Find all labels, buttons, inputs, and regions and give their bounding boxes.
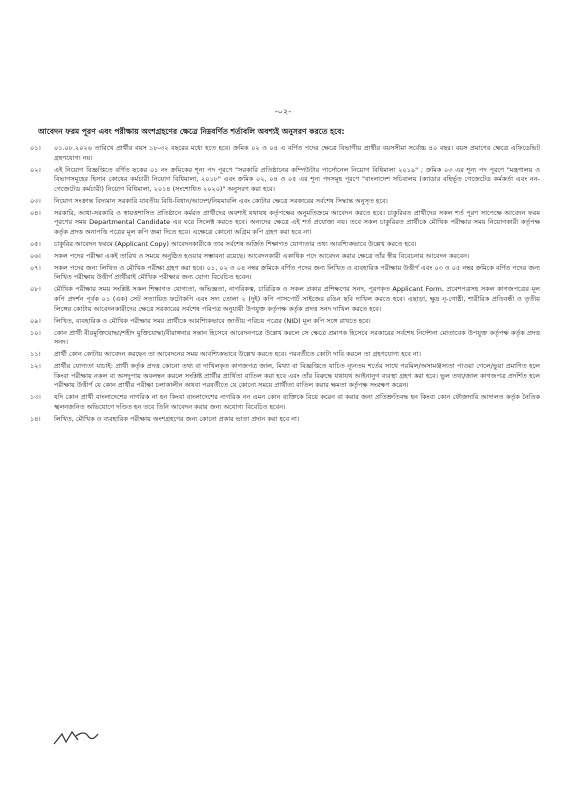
conditions-heading: আবেদন ফরম পূরণ এবং পরীক্ষায় অংশগ্রহণের ক্ষেত্রে নিম্নবর্ণিত শর্তাবলি অবশ্যই অনুসরণ করতে হবে:: [38, 127, 345, 136]
condition-text: চাকুরির আবেদন ফরমে (Applicant Copy) আবেদনকারীকে তার সর্বশেষ অর্জিত শিক্ষাগত যোগ্যতার তথ্য আবশ্যিকভাবে উল্লেখ করতে হবে।: [54, 239, 417, 248]
condition-text: নিয়োগ সংক্রান্ত বিদ্যমান সরকারি যাবতীয় বিধি-বিধান/আদেশ/নিয়মাবলি এবং কোটার ক্ষেত্রে সরকারের সর্বশেষ সিদ্ধান্ত অনুসৃত হবে।: [54, 196, 388, 205]
condition-text: সকল পদের পরীক্ষা একই তারিখ ও সময়ে অনুষ্ঠিত হওয়ার সম্ভাবনা রয়েছে। আবেদনকারী একাধিক পদে আবেদন করার ক্ষেত্রে তাঁর স্বীয় বিবেচনায় আবেদন করবেন।: [54, 251, 470, 260]
condition-text: ০১.০৮.২০২৬ তারিখে প্রার্থীর বয়স ১৮-৩২ বছরের মধ্যে হতে হবে। ক্রমিক ০২ ও ০৪ এ বর্ণিত পদের ক্ষেত্রে বিভাগীয় প্রার্থীর বয়সসীমা সর্বোচ্চ ৪০ বছর। বয়স প্রমাণের ক্ষেত্রে এফিডেভিট গ্রহণযোগ্য নয়।: [54, 144, 540, 162]
condition-item: [30, 197, 540, 207]
condition-item: [30, 362, 540, 391]
condition-item: [30, 329, 540, 348]
condition-item: [30, 285, 540, 314]
condition-item: [30, 415, 540, 425]
condition-number: ০৫।: [30, 239, 41, 248]
condition-number: ১১।: [30, 350, 41, 359]
condition-number: ০৮।: [30, 285, 41, 294]
condition-item: [30, 240, 540, 250]
condition-number: ০৬।: [30, 251, 41, 260]
condition-number: ১৩।: [30, 393, 41, 402]
condition-text: লিখিত, ব্যবহারিক ও মৌখিক পরীক্ষার সময় প্রার্থীকে আবশ্যিকভাবে জাতীয় পরিচয় পত্রের (NID) মূল কপি সঙ্গে রাখতে হবে।: [54, 316, 371, 325]
condition-item: [30, 166, 540, 195]
page-number: -০২-: [274, 107, 292, 116]
condition-item: [30, 317, 540, 327]
condition-number: ০৩।: [30, 196, 41, 205]
condition-text: প্রার্থীর যোগ্যতা যাচাই: প্রার্থী কর্তৃক প্রদত্ত কোনো তথ্য বা দাখিলকৃত কাগজপত্র জাল, মিথ্যা বা বিজ্ঞপ্তিতে যাচিত ন্যূনতম শর্তের সাথে গরমিল/অসামঞ্জস্যতা পাওয়া গেলে/ভুয়া প্রমাণিত হলে কিংবা পরীক্ষায় নকল বা অসদুপায় অবলম্বন করলে সংশ্লিষ্ট প্রার্থীর প্রার্থিতা বাতিল করা হবে এবং তাঁর বিরুদ্ধে যথাযথ আইনানুগ ব্যবস্থা গ্রহণ করা হবে। ভুল তথ্য/জাল কাগজপত্র প্রদর্শিত হলে পরীক্ষায় উত্তীর্ণ যে কোন প্রার্থীর পরীক্ষা চলাকালীন অথবা পরবর্তীতে যে কোনো সময়ে প্রার্থীতা বাতিল করার ক্ষমতা কর্তৃপক্ষ সংরক্ষণ করেন।: [54, 362, 540, 390]
condition-item: [30, 144, 540, 163]
condition-number: ০৯।: [30, 316, 41, 325]
condition-number: ১২।: [30, 362, 41, 371]
condition-text: যদি কোন প্রার্থী বাংলাদেশের নাগরিক না হন কিংবা বাংলাদেশের নাগরিক নন এমন কোন ব্যক্তিকে বিয়ে করেন বা করার জন্য প্রতিশ্রুতিবদ্ধ হন কিংবা কোন ফৌজদারি আদালত কর্তৃক নৈতিক স্খলনজনিত অভিযোগে দণ্ডিত হন তবে তিনি আবেদন করার জন্য অযোগ্য বিবেচিত হবেন।: [54, 393, 540, 411]
condition-text: লিখিত, মৌখিক ও ব্যবহারিক পরীক্ষায় অংশগ্রহণের জন্য কোনো প্রকার ভাতা প্রদান করা হবে না।: [54, 414, 300, 423]
conditions-list: [30, 144, 540, 427]
condition-item: [30, 350, 540, 360]
condition-number: ০২।: [30, 165, 41, 174]
condition-item: [30, 393, 540, 412]
condition-text: প্রার্থী কোন কোটায় আবেদন করছেন তা আবেদনের সময় আবশ্যিকভাবে উল্লেখ করতে হবে। পরবর্তীতে কোটা দাবি করলে তা গ্রহণযোগ্য হবে না।: [54, 350, 422, 359]
condition-text: মৌখিক পরীক্ষার সময় সংশ্লিষ্ট সকল শিক্ষাগত যোগ্যতা, অভিজ্ঞতা, নাগরিকত্ব, চারিত্রিক ও সকল প্রকার প্রশিক্ষণের সনদ, পূরণকৃত Applicant Form, প্রবেশপত্রসহ সকল কাগজপত্রের মূল কপি প্রদর্শন পূর্বক ০১ (এক) সেট সত্যায়িত ফটোকপি এবং সদ্য তোলা ২ (দুই) কপি পাসপোর্ট সাইজের রঙিন ছবি দাখিল করতে হবে। এছাড়া, ক্ষুদ্র নৃ-গোষ্ঠী, শারীরিক প্রতিবন্ধী ও তৃতীয় লিঙ্গের কোটায় আবেদনকারীদের ক্ষেত্রে সরকারের সর্বশেষ পরিপত্র অনুযায়ী উপযুক্ত কর্তৃপক্ষ কর্তৃক প্রদত্ত সনদ দাখিল করতে হবে।: [54, 285, 540, 313]
condition-item: [30, 209, 540, 238]
condition-item: [30, 252, 540, 262]
condition-number: ১৪।: [30, 414, 41, 423]
signature: [52, 722, 112, 750]
condition-text: সকল পদের জন্য লিখিত ও মৌখিক পরীক্ষা গ্রহণ করা হবে। ০১, ০২ ও ০৪ নম্বর ক্রমিকে বর্ণিত পদের জন্য লিখিত ও ব্যবহারিক পরীক্ষায় উত্তীর্ণ এবং ০৩ ও ০৫ নম্বর ক্রমিকে বর্ণিত পদের জন্য লিখিত পরীক্ষায় উত্তীর্ণ প্রার্থীরাই মৌখিক পরীক্ষার জন্য যোগ্য বিবেচিত হবেন।: [54, 263, 540, 282]
condition-number: ০৪।: [30, 208, 41, 217]
condition-number: ১০।: [30, 328, 41, 337]
condition-number: ০১।: [30, 144, 41, 152]
condition-number: ০৭।: [30, 263, 41, 272]
condition-text: কোন প্রার্থী বীরমুক্তিযোদ্ধা/শহীদ মুক্তিযোদ্ধা/বীরাঙ্গনার সন্তান হিসেবে আবেদনপত্রে উল্লেখ করলে সে ক্ষেত্রে প্রমাণক হিসেবে সরকারের সর্বশেষ নির্দেশনা মোতাবেক উপযুক্ত কর্তৃপক্ষ কর্তৃক প্রদত্ত সনদ।: [54, 328, 540, 347]
condition-item: [30, 264, 540, 283]
condition-text: এই নিয়োগ বিজ্ঞপ্তিতে বর্ণিত ছকের ০১ নং ক্রমিকের শূন্য পদ পূরণে "সরকারি প্রতিষ্ঠানের কম্পিউটার পার্সোনেল নিয়োগ বিধিমালা ২০১৯" ; ক্রমিক ০৩ এর শূন্য পদ পূরণে "মন্ত্রণালয় ও বিভাগসমূহের হিসাব কোষের কর্মচারী নিয়োগ বিধিমালা, ২০১৮" এবং ক্রমিক ০২, ০৪ ও ০৫ এর শূন্য পদসমূহ পূরণে "বাংলাদেশ সচিবালয় (ক্যাডার বহির্ভূত গেজেটেড কর্মকর্তা এবং নন-গেজেটেড কর্মচারী) নিয়োগ বিধিমালা, ২০১৪ (সংশোধিত ২০২০)" অনুসরণ করা হবে।: [54, 165, 540, 193]
condition-text: সরকারি, আধা-সরকারি ও স্বায়ত্তশাসিত প্রতিষ্ঠানে কর্মরত প্রার্থীদের অবশ্যই যথাযথ কর্তৃপক্ষের অনুমতিক্রমে আবেদন করতে হবে। চাকুরিরত প্রার্থীদের সকল শর্ত পূরণ সাপেক্ষে আবেদন ফরম পূরণের সময় Departmental Candidate এর ঘরে সিলেক্ট করতে হবে। অন্যদের ক্ষেত্রে এই শর্ত প্রযোজ্য নয়। তবে সকল চাকুরিরত প্রার্থীকে মৌখিক পরীক্ষার সময় নিয়োগকারী কর্তৃপক্ষ কর্তৃক প্রদত্ত অনাপত্তি পত্রের মূল কপি জমা দিতে হবে। এক্ষেত্রে কোনো অগ্রিম কপি গ্রহণ করা হবে না।: [54, 208, 540, 236]
